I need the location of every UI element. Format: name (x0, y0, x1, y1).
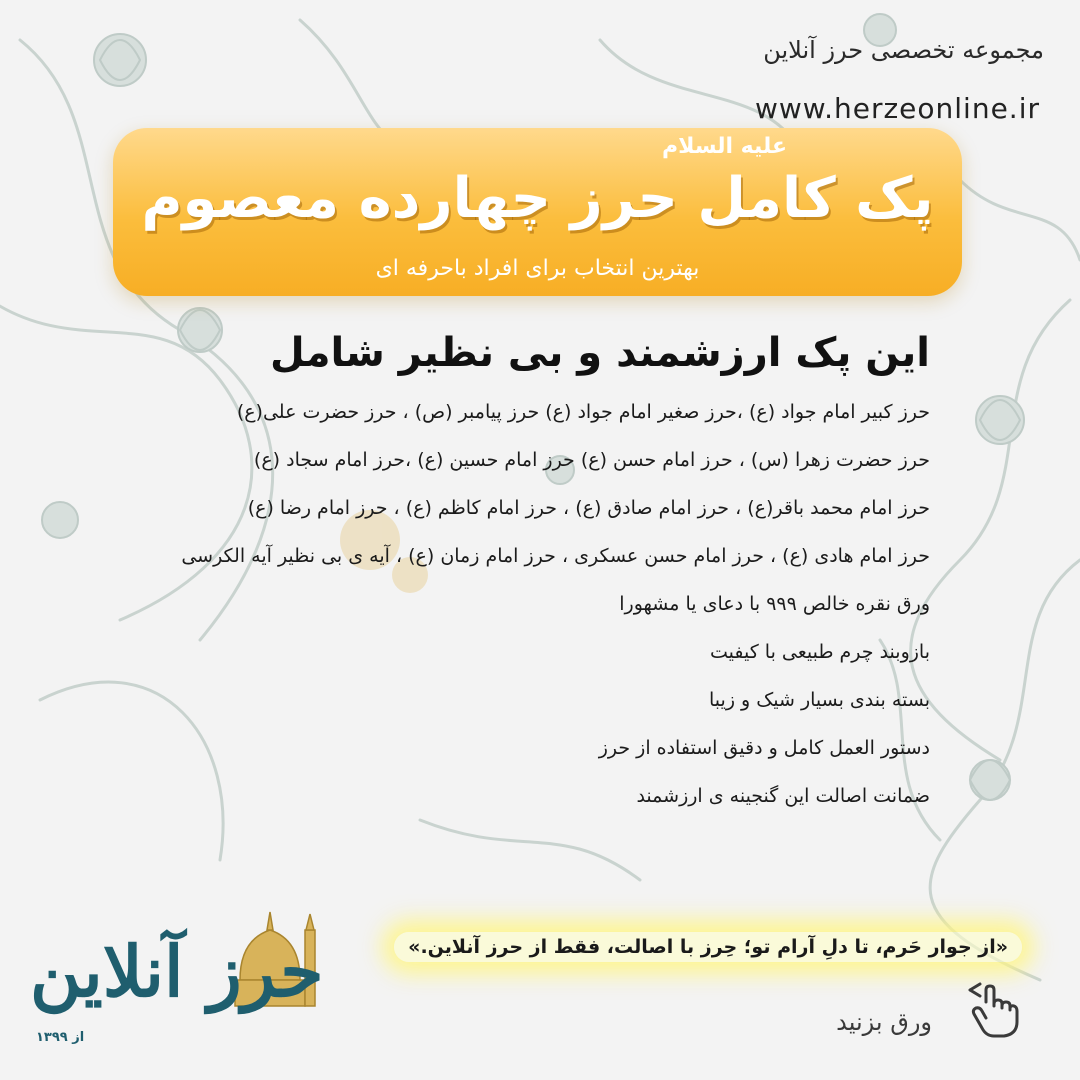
features-list (110, 388, 930, 820)
list-item: دستور العمل کامل و دقیق استفاده از حرز (598, 737, 930, 759)
package-contents (110, 330, 930, 820)
hand-swipe-icon[interactable] (962, 980, 1022, 1040)
list-item: ضمانت اصالت این گنجینه ی ارزشمند (636, 785, 930, 807)
logo-text: حرز آنلاین (30, 930, 324, 1013)
list-item: بسته بندی بسیار شیک و زیبا (709, 689, 930, 711)
slogan-quote: «از جوار حَرم، تا دلِ آرام تو؛ حِرز با اصالت، فقط از حرز آنلاین.» (394, 932, 1022, 962)
brand-name: مجموعه تخصصی حرز آنلاین (763, 36, 1044, 64)
title-banner (113, 128, 962, 296)
contents-heading: این پک ارزشمند و بی نظیر شامل (270, 330, 930, 376)
swipe-label: ورق بزنید (836, 1008, 932, 1036)
list-item: بازوبند چرم طبیعی با کیفیت (709, 641, 930, 663)
list-item: حرز کبیر امام جواد (ع) ،حرز صغیر امام جواد (ع) حرز پیامبر (ص) ، حرز حضرت علی(ع) (236, 401, 930, 423)
brand-logo (0, 870, 340, 1080)
list-item: حرز امام محمد باقر(ع) ، حرز امام صادق (ع) ، حرز امام کاظم (ع) ، حرز امام رضا (ع) (247, 497, 930, 519)
banner-honorific: علیه السلام (661, 134, 787, 159)
banner-title: پک کامل حرز چهارده معصوم (141, 166, 934, 231)
list-item: ورق نقره خالص ۹۹۹ با دعای یا مشهورا (619, 593, 930, 615)
list-item: حرز امام هادی (ع) ، حرز امام حسن عسکری ، حرز امام زمان (ع) ، آیه ی بی نظیر آیه الکرسی (181, 545, 930, 567)
website-url[interactable]: www.herzeonline.ir (754, 92, 1040, 125)
list-item: حرز حضرت زهرا (س) ، حرز امام حسن (ع) حرز امام حسین (ع) ،حرز امام سجاد (ع) (253, 449, 930, 471)
logo-year: از ۱۳۹۹ (36, 1030, 85, 1045)
banner-subtitle: بهترین انتخاب برای افراد باحرفه ای (375, 256, 700, 281)
